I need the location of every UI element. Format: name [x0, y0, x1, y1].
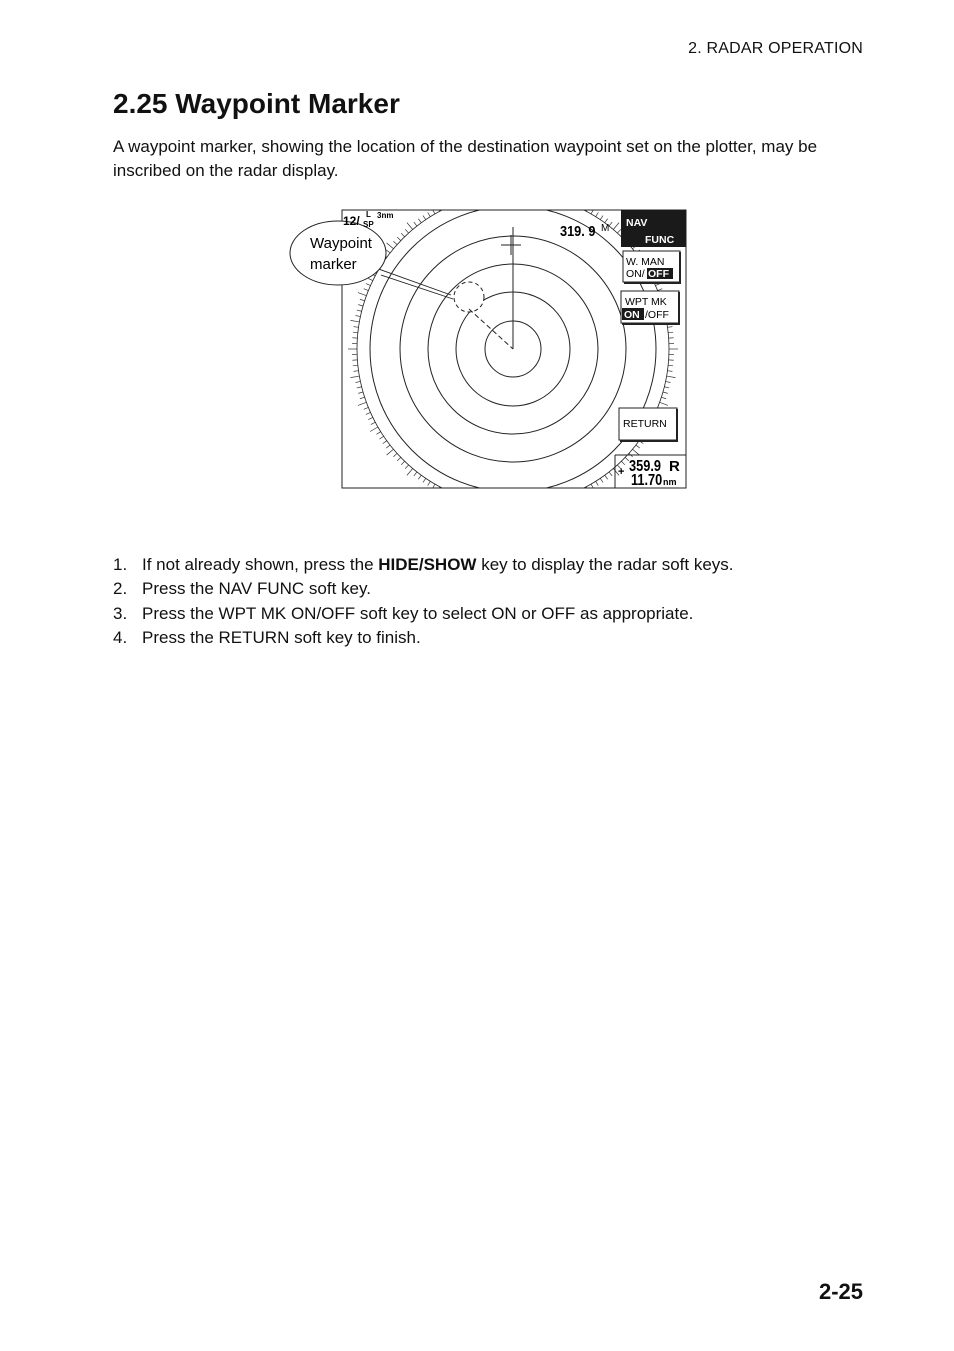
radar-figure: [285, 205, 695, 495]
bearing-tick: [448, 205, 450, 206]
bearing-tick: [576, 492, 578, 495]
cursor-range-unit: nm: [663, 477, 677, 487]
heading-unit: M: [601, 223, 610, 234]
callout-bubble: [290, 221, 386, 285]
step-3: 3. Press the WPT MK ON/OFF soft key to select ON or OFF as appropriate.: [113, 603, 694, 623]
radar-display-illustration: [285, 205, 695, 495]
step-1: 1. If not already shown, press the HIDE/SHOW key to display the radar soft keys.: [113, 555, 734, 574]
callout-line-2: marker: [310, 256, 357, 273]
bearing-tick: [576, 205, 578, 206]
wpt-mk-softkey[interactable]: [621, 291, 680, 324]
bearing-tick: [571, 494, 573, 495]
page-number: 2-25: [818, 1279, 863, 1304]
step-2: 2. Press the NAV FUNC soft key.: [113, 579, 371, 599]
range-mode-bottom: SP: [363, 220, 374, 229]
range-mode-top: L: [366, 210, 371, 219]
bearing-tick: [448, 492, 450, 495]
bearing-tick: [581, 489, 583, 493]
wpt-mk-on-selected: ON: [624, 309, 640, 321]
wman-label: W. MAN: [626, 256, 665, 268]
callout-line-1: Waypoint: [310, 235, 372, 252]
procedure-steps: [113, 553, 873, 651]
range-scale-number: 12/: [343, 214, 360, 228]
bearing-tick: [442, 489, 444, 493]
wpt-mk-off: /OFF: [645, 309, 669, 321]
intro-paragraph: A waypoint marker, showing the location of the destination waypoint set on the plotter, may be inscribed on the radar display.: [113, 137, 818, 180]
func-label: FUNC: [645, 234, 675, 246]
bearing-tick: [453, 494, 455, 495]
running-header: 2. RADAR OPERATION: [688, 40, 863, 57]
cursor-bearing: 359.9: [629, 457, 661, 476]
wpt-mk-label: WPT MK: [625, 296, 667, 308]
wman-off-selected: OFF: [648, 268, 669, 280]
section-title: 2.25 Waypoint Marker: [113, 88, 400, 119]
cursor-bearing-ref: R: [669, 458, 680, 475]
bearing-tick: [442, 205, 444, 209]
wman-softkey[interactable]: [623, 251, 681, 283]
bearing-tick: [581, 205, 583, 209]
heading-readout: 319. 9: [560, 221, 596, 240]
return-softkey[interactable]: [619, 408, 678, 441]
cursor-range: 11.70: [631, 471, 663, 490]
return-label: RETURN: [623, 418, 667, 430]
readout-plus: +: [618, 466, 625, 478]
step-4: 4. Press the RETURN soft key to finish.: [113, 628, 421, 648]
range-value: 3nm: [377, 211, 394, 220]
hide-show-key: HIDE/SHOW: [378, 555, 477, 574]
waypoint-marker-circle: [454, 282, 484, 312]
nav-label: NAV: [626, 217, 648, 229]
wman-on: ON/: [626, 268, 645, 280]
